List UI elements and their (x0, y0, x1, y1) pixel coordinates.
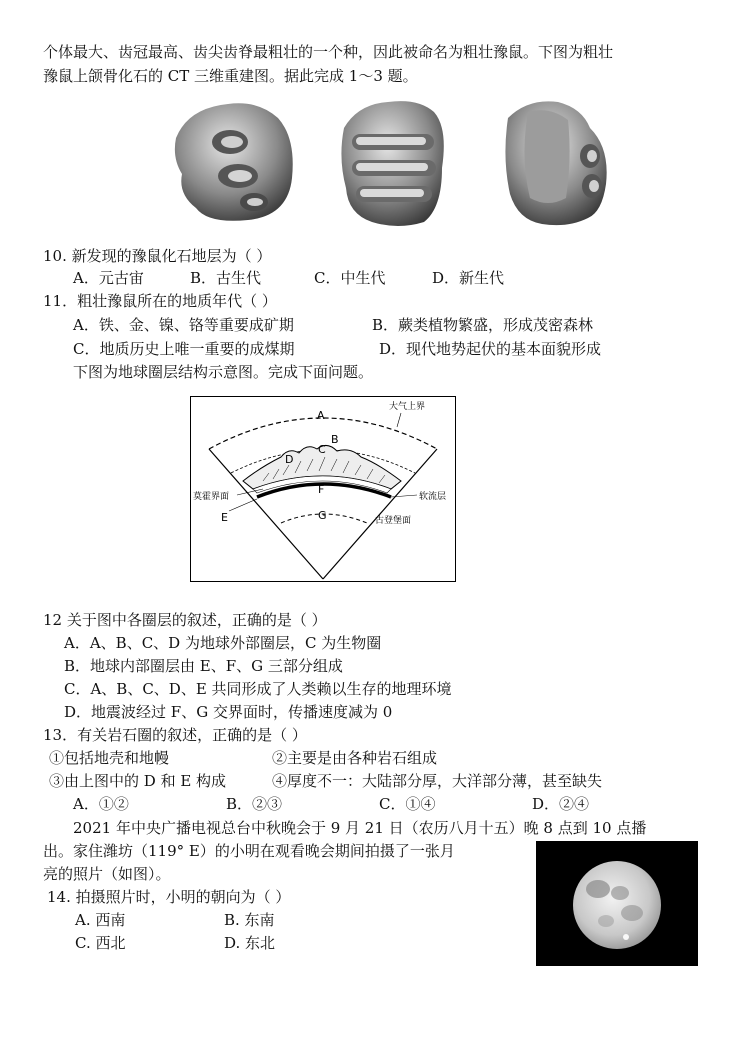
fossil-image-3 (505, 101, 606, 225)
q13-stem: 13．有关岩石圈的叙述，正确的是（ ） (43, 726, 307, 744)
q10-option-c[interactable]: C．中生代 (314, 269, 386, 287)
q13-option-d[interactable]: D．②④ (532, 795, 590, 813)
intro-line-1: 个体最大、齿冠最高、齿尖齿脊最粗壮的一个种，因此被命名为粗壮豫鼠。下图为粗壮 (43, 43, 614, 61)
q11-option-b[interactable]: B．蕨类植物繁盛，形成茂密森林 (372, 316, 594, 334)
q11-option-d[interactable]: D．现代地势起伏的基本面貌形成 (379, 340, 602, 358)
moon-intro-line-3: 亮的照片（如图）。 (43, 865, 171, 883)
earth-layers-diagram (190, 396, 456, 582)
q12-option-c[interactable]: C．A、B、C、D、E 共同形成了人类赖以生存的地理环境 (64, 680, 452, 698)
label-c: C (318, 443, 326, 456)
q10-option-a[interactable]: A．元古宙 (73, 269, 144, 287)
q13-option-a[interactable]: A．①② (73, 795, 129, 813)
q13-statement-1: ①包括地壳和地幔 (49, 749, 170, 767)
q13-statement-3: ③由上图中的 D 和 E 构成 (49, 772, 227, 790)
q12-option-d[interactable]: D．地震波经过 F、G 交界面时，传播速度减为 0 (64, 703, 393, 721)
earth-layers-svg (191, 397, 454, 580)
q13-option-c[interactable]: C．①④ (379, 795, 436, 813)
q10-stem: 10. 新发现的豫鼠化石地层为（ ） (43, 247, 272, 265)
q11-stem: 11．粗壮豫鼠所在的地质年代（ ） (43, 292, 277, 310)
q11-option-a[interactable]: A．铁、金、镍、铬等重要成矿期 (73, 316, 294, 334)
label-a: A (317, 409, 325, 422)
fossil-image-1 (175, 103, 293, 221)
q11-option-c[interactable]: C．地质历史上唯一重要的成煤期 (73, 340, 295, 358)
moon-intro-line-2: 出。家住潍坊（119° E）的小明在观看晚会期间拍摄了一张月 (43, 842, 455, 860)
q12-option-b[interactable]: B．地球内部圈层由 E、F、G 三部分组成 (64, 657, 343, 675)
label-f: F (318, 483, 325, 496)
earth-intro: 下图为地球圈层结构示意图。完成下面问题。 (73, 363, 374, 381)
q13-statement-2: ②主要是由各种岩石组成 (272, 749, 438, 767)
label-asthenosphere: 软流层 (419, 492, 447, 502)
label-e: E (221, 511, 228, 524)
label-b: B (331, 433, 339, 446)
label-moho: 莫霍界面 (193, 492, 230, 502)
q14-option-a[interactable]: A. 西南 (75, 911, 126, 929)
label-g: G (318, 509, 327, 522)
q14-option-b[interactable]: B. 东南 (224, 911, 275, 929)
q10-option-d[interactable]: D．新生代 (432, 269, 505, 287)
q14-option-d[interactable]: D. 东北 (224, 934, 276, 952)
q14-option-c[interactable]: C. 西北 (75, 934, 126, 952)
label-atmosphere-top: 大气上界 (389, 402, 426, 412)
moon-svg (536, 841, 698, 966)
intro-line-2: 豫鼠上颌骨化石的 CT 三维重建图。据此完成 1～3 题。 (43, 67, 418, 85)
moon-intro-line-1: 2021 年中央广播电视总台中秋晚会于 9 月 21 日（农历八月十五）晚 8 点到 10 点播 (73, 819, 647, 837)
label-gutenberg: 古登堡面 (375, 516, 412, 526)
q13-statement-4: ④厚度不一：大陆部分厚，大洋部分薄，甚至缺失 (272, 772, 603, 790)
q13-option-b[interactable]: B．②③ (226, 795, 283, 813)
q14-stem: 14. 拍摄照片时，小明的朝向为（ ） (47, 888, 291, 906)
fossil-ct-images (168, 98, 618, 230)
label-d: D (285, 453, 294, 466)
q12-option-a[interactable]: A．A、B、C、D 为地球外部圈层，C 为生物圈 (64, 634, 382, 652)
q10-option-b[interactable]: B．古生代 (190, 269, 262, 287)
moon-photo (536, 841, 698, 966)
q12-stem: 12 关于图中各圈层的叙述，正确的是（ ） (43, 611, 327, 629)
fossil-image-2 (341, 101, 443, 226)
